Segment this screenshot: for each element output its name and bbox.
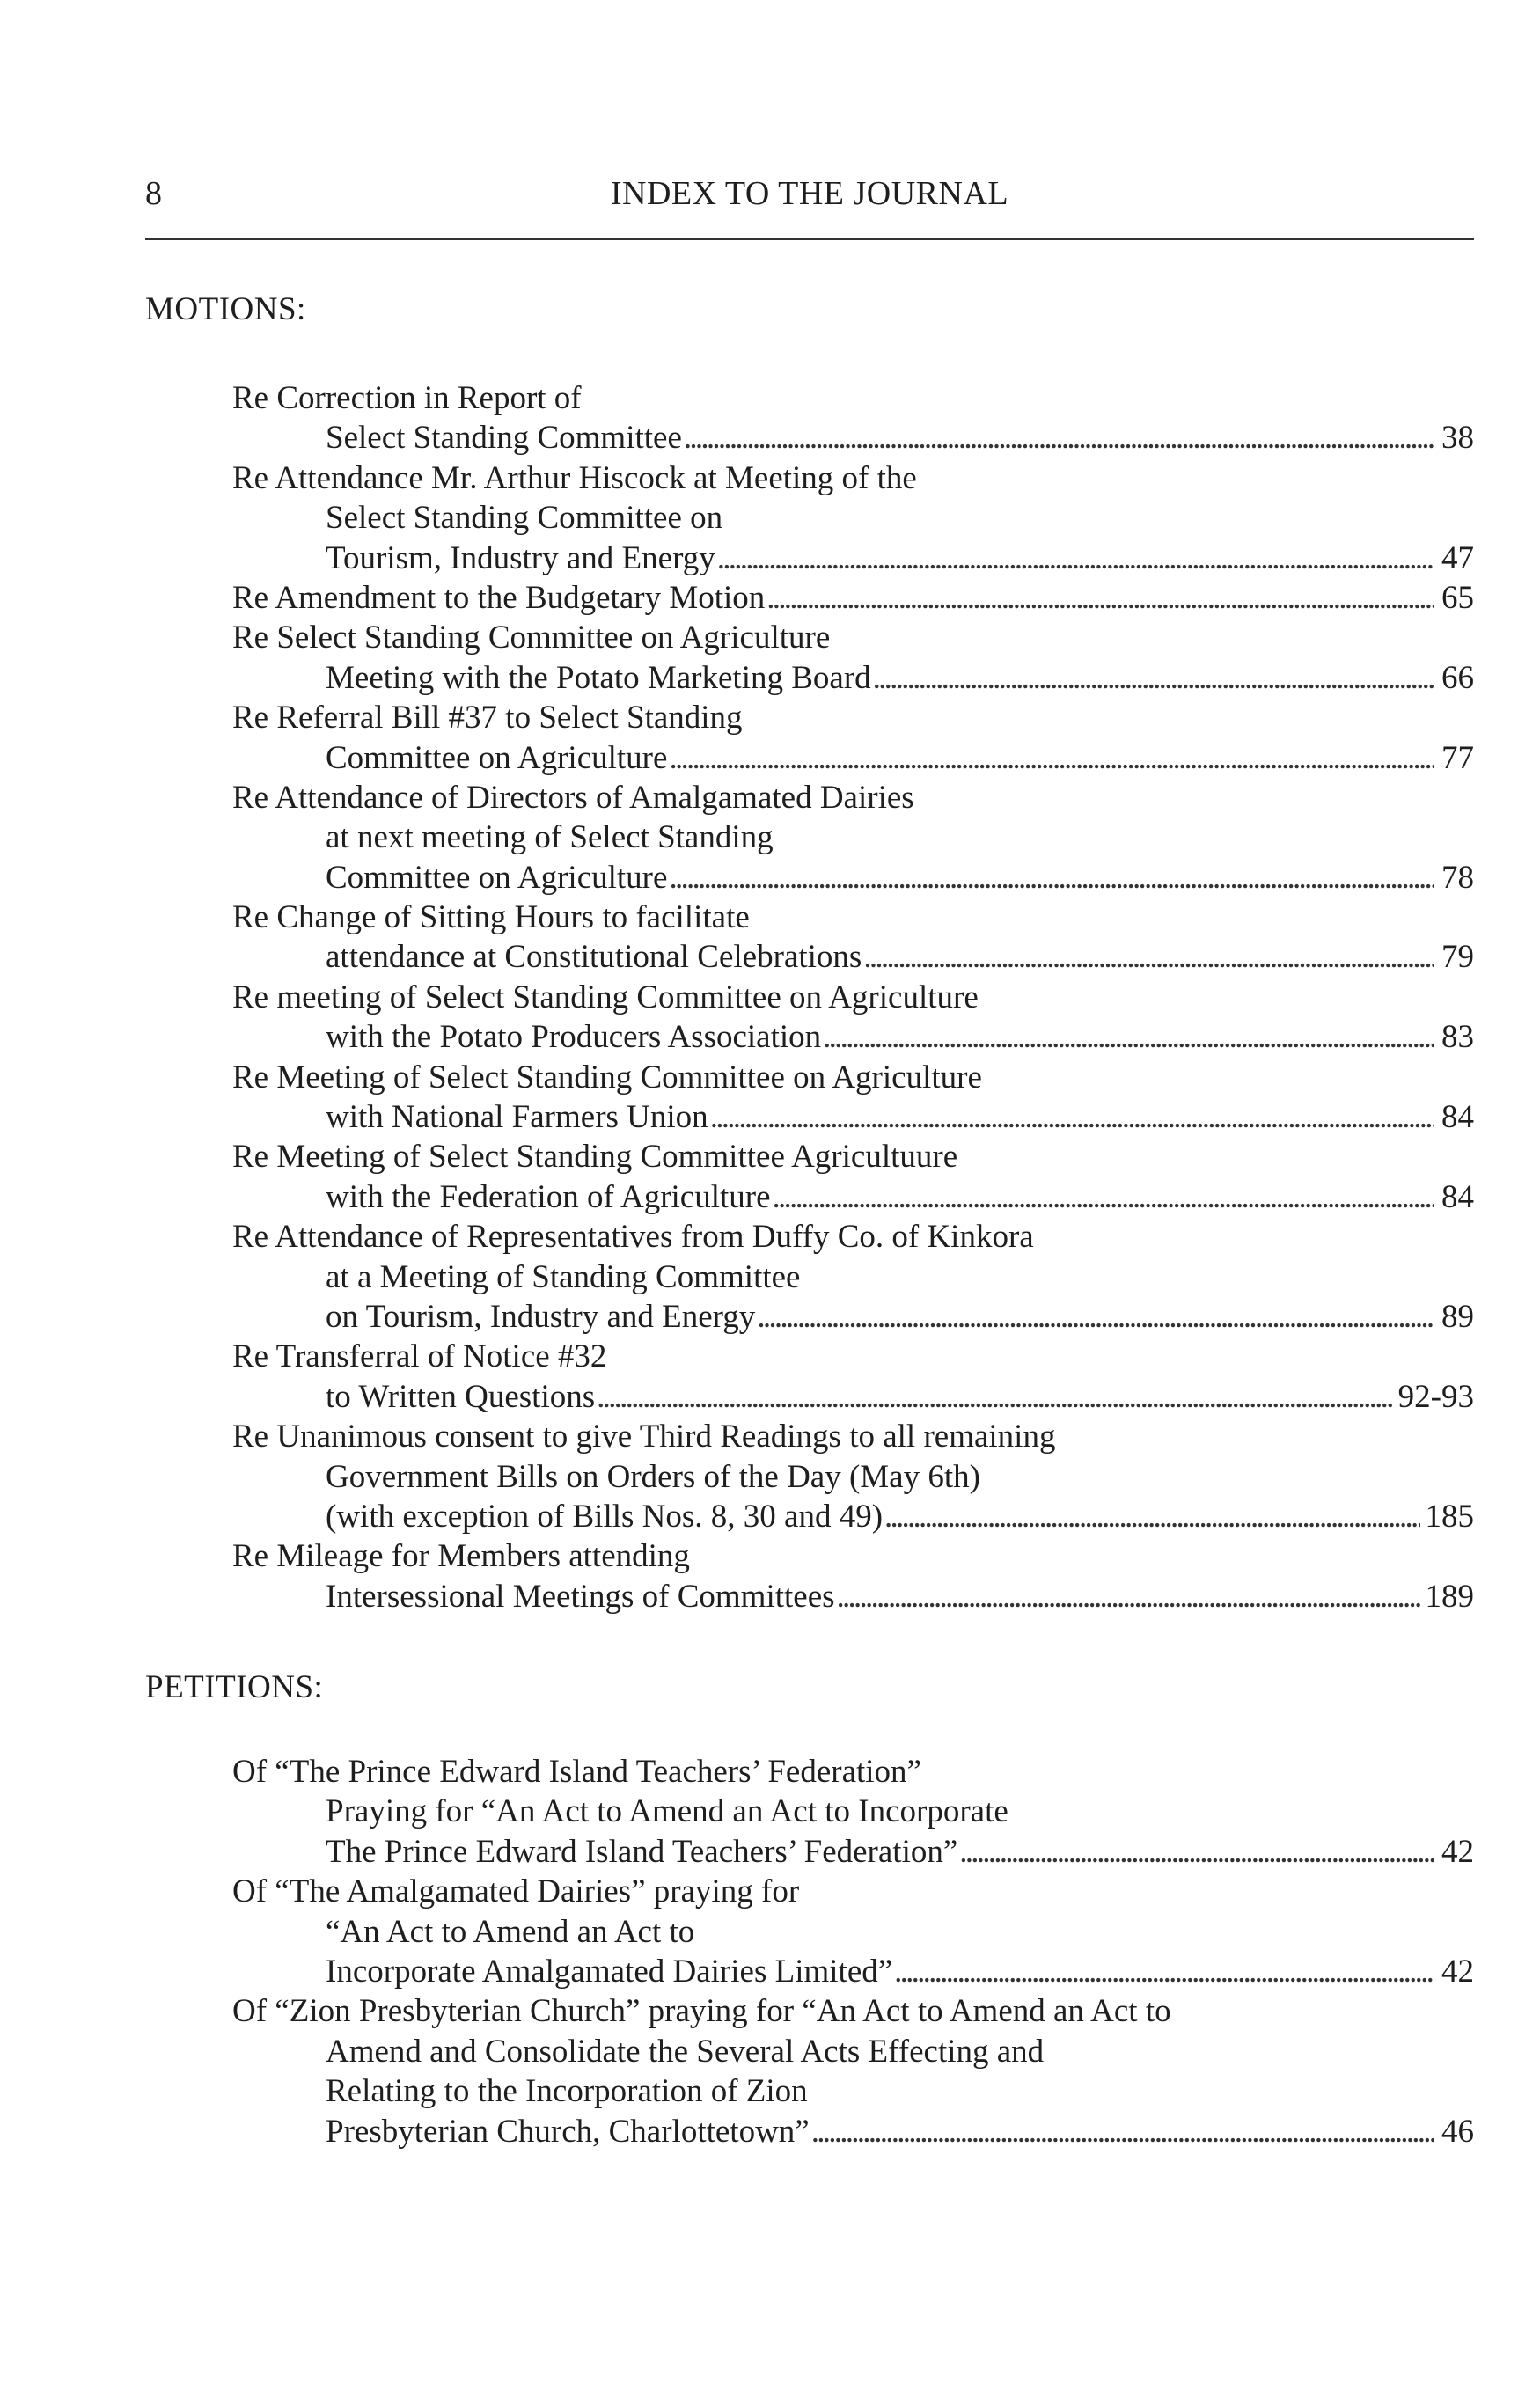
- entry-text: Tourism, Industry and Energy: [326, 539, 715, 576]
- entry-line: [232, 2112, 1474, 2151]
- entry-text: Amend and Consolidate the Several Acts Effecting and: [326, 2033, 1045, 2070]
- entry-line: [232, 1177, 1474, 1217]
- entry-text: Of “The Amalgamated Dairies” praying for: [232, 1873, 800, 1910]
- entry-text: with National Farmers Union: [326, 1099, 708, 1136]
- entry-text: Select Standing Committee on: [326, 500, 723, 537]
- petitions-entry-list: [232, 1752, 1474, 2151]
- page-reference: 46: [1441, 2113, 1474, 2150]
- entry-text: Re meeting of Select Standing Committee on Agriculture: [232, 978, 979, 1015]
- dot-leader: [710, 1097, 1434, 1137]
- entry-line: [232, 578, 1474, 618]
- entry-text: Presbyterian Church, Charlottetown”: [326, 2113, 810, 2150]
- dot-leader: [766, 578, 1434, 618]
- dot-leader: [717, 539, 1434, 578]
- entry-line: [232, 1497, 1474, 1536]
- entry-line: [232, 1536, 1474, 1576]
- page-reference: 38: [1441, 420, 1474, 457]
- entry-text: Relating to the Incorporation of Zion: [326, 2073, 808, 2110]
- entry-text: Re Meeting of Select Standing Committee on Agriculture: [232, 1059, 982, 1096]
- entry-line: [232, 1912, 1474, 1952]
- index-entry: [232, 1058, 1474, 1138]
- entry-line: [232, 698, 1474, 737]
- dot-leader: [837, 1577, 1420, 1616]
- page-reference: 84: [1441, 1178, 1474, 1215]
- entry-line: [232, 898, 1474, 937]
- entry-text: Re Select Standing Committee on Agriculture: [232, 619, 831, 656]
- entry-text: Re Unanimous consent to give Third Readings to all remaining: [232, 1418, 1056, 1455]
- header-rule: [145, 238, 1474, 240]
- index-entry: [232, 1991, 1474, 2151]
- dot-leader: [684, 418, 1434, 458]
- page-reference: 42: [1441, 1953, 1474, 1990]
- entry-text: Re Attendance of Directors of Amalgamated Dairies: [232, 779, 914, 816]
- dot-leader: [863, 937, 1434, 977]
- entry-line: [232, 1377, 1474, 1417]
- entry-text: Re Correction in Report of: [232, 380, 582, 416]
- entry-text: Meeting with the Potato Marketing Board: [326, 659, 871, 696]
- page-reference: 185: [1425, 1498, 1474, 1535]
- entry-text: Re Meeting of Select Standing Committee Agricultuure: [232, 1139, 958, 1176]
- entry-line: [232, 458, 1474, 498]
- entry-line: [232, 1872, 1474, 1911]
- index-entry: [232, 618, 1474, 698]
- entry-line: [232, 1017, 1474, 1057]
- entry-text: Re Attendance Mr. Arthur Hiscock at Meeting of the: [232, 459, 917, 496]
- dot-leader: [873, 658, 1434, 698]
- index-entry: [232, 898, 1474, 978]
- entry-text: on Tourism, Industry and Energy: [326, 1298, 756, 1335]
- entry-line: [232, 778, 1474, 817]
- index-entry: [232, 778, 1474, 898]
- entry-text: with the Potato Producers Association: [326, 1019, 822, 1056]
- entry-text: Re Referral Bill #37 to Select Standing: [232, 700, 743, 737]
- entry-text: to Written Questions: [326, 1378, 596, 1415]
- page-reference: 47: [1441, 539, 1474, 576]
- index-entry: [232, 578, 1474, 618]
- entry-line: [232, 418, 1474, 458]
- entry-text: Re Transferral of Notice #32: [232, 1338, 607, 1375]
- dot-leader: [884, 1497, 1419, 1536]
- entry-line: [232, 1991, 1474, 2031]
- entry-text: Committee on Agriculture: [326, 739, 668, 776]
- entry-line: [232, 618, 1474, 657]
- entry-line: [232, 1457, 1474, 1497]
- section-heading-motions: MOTIONS:: [145, 291, 306, 327]
- section-heading-petitions: PETITIONS:: [145, 1669, 324, 1705]
- entry-line: [232, 2032, 1474, 2071]
- entry-text: attendance at Constitutional Celebrations: [326, 939, 862, 976]
- entry-line: [232, 937, 1474, 977]
- entry-line: [232, 1832, 1474, 1872]
- entry-line: [232, 858, 1474, 898]
- entry-text: Re Attendance of Representatives from Duffy Co. of Kinkora: [232, 1219, 1034, 1256]
- page-reference: 78: [1441, 859, 1474, 896]
- entry-line: [232, 1097, 1474, 1137]
- entry-line: [232, 1752, 1474, 1792]
- index-entry: [232, 1217, 1474, 1337]
- entry-text: (with exception of Bills Nos. 8, 30 and 49): [326, 1498, 884, 1535]
- page-reference: 66: [1441, 659, 1474, 696]
- entry-text: Committee on Agriculture: [326, 859, 668, 896]
- entry-text: at a Meeting of Standing Committee: [326, 1258, 801, 1295]
- index-entry: [232, 1337, 1474, 1417]
- dot-leader: [894, 1952, 1434, 1991]
- index-entry: [232, 1752, 1474, 1872]
- running-title: INDEX TO THE JOURNAL: [610, 175, 1009, 212]
- page-reference: 42: [1441, 1833, 1474, 1870]
- dot-leader: [773, 1177, 1434, 1217]
- dot-leader: [811, 2112, 1434, 2151]
- entry-text: Incorporate Amalgamated Dairies Limited”: [326, 1953, 893, 1990]
- entry-line: [232, 1297, 1474, 1337]
- dot-leader: [597, 1377, 1393, 1417]
- entry-line: [232, 378, 1474, 418]
- entry-text: with the Federation of Agriculture: [326, 1178, 771, 1215]
- page-reference: 65: [1441, 579, 1474, 616]
- page-reference: 83: [1441, 1019, 1474, 1056]
- index-entry: [232, 1137, 1474, 1217]
- index-entry: [232, 378, 1474, 458]
- entry-text: Re Change of Sitting Hours to facilitate: [232, 899, 750, 936]
- page-number: 8: [145, 175, 162, 212]
- dot-leader: [823, 1017, 1434, 1057]
- index-entry: [232, 978, 1474, 1058]
- motions-entry-list: [232, 378, 1474, 1616]
- entry-line: [232, 978, 1474, 1017]
- page-reference: 89: [1441, 1298, 1474, 1335]
- entry-line: [232, 498, 1474, 538]
- entry-line: [232, 1417, 1474, 1456]
- entry-line: [232, 1952, 1474, 1991]
- entry-text: at next meeting of Select Standing: [326, 819, 774, 856]
- page-header: [145, 174, 1474, 218]
- index-entry: [232, 698, 1474, 778]
- index-entry: [232, 1872, 1474, 1991]
- entry-text: Re Mileage for Members attending: [232, 1538, 690, 1575]
- page-reference: 77: [1441, 739, 1474, 776]
- page-reference: 79: [1441, 939, 1474, 976]
- entry-line: [232, 738, 1474, 778]
- dot-leader: [669, 738, 1434, 778]
- entry-line: [232, 1137, 1474, 1176]
- dot-leader: [757, 1297, 1434, 1337]
- entry-text: Praying for “An Act to Amend an Act to Incorporate: [326, 1793, 1008, 1830]
- page-reference: 189: [1425, 1578, 1474, 1615]
- entry-line: [232, 539, 1474, 578]
- index-entry: [232, 1417, 1474, 1536]
- page-reference: 92-93: [1397, 1378, 1474, 1415]
- entry-line: [232, 1257, 1474, 1297]
- entry-text: Select Standing Committee: [326, 420, 682, 457]
- entry-line: [232, 1217, 1474, 1257]
- entry-line: [232, 1792, 1474, 1831]
- entry-line: [232, 1058, 1474, 1097]
- index-entry: [232, 458, 1474, 578]
- entry-line: [232, 2071, 1474, 2111]
- entry-text: Intersessional Meetings of Committees: [326, 1578, 835, 1615]
- entry-text: Of “Zion Presbyterian Church” praying for “An Act to Amend an Act to: [232, 1993, 1171, 2030]
- entry-text: Government Bills on Orders of the Day (May 6th): [326, 1458, 980, 1495]
- dot-leader: [669, 858, 1434, 898]
- index-entry: [232, 1536, 1474, 1616]
- entry-text: Re Amendment to the Budgetary Motion: [232, 579, 766, 616]
- page-reference: 84: [1441, 1099, 1474, 1136]
- entry-line: [232, 1337, 1474, 1376]
- entry-text: “An Act to Amend an Act to: [326, 1913, 695, 1950]
- entry-line: [232, 658, 1474, 698]
- entry-line: [232, 817, 1474, 857]
- entry-text: The Prince Edward Island Teachers’ Federation”: [326, 1833, 958, 1870]
- entry-line: [232, 1577, 1474, 1616]
- entry-text: Of “The Prince Edward Island Teachers’ Federation”: [232, 1754, 921, 1790]
- dot-leader: [959, 1832, 1434, 1872]
